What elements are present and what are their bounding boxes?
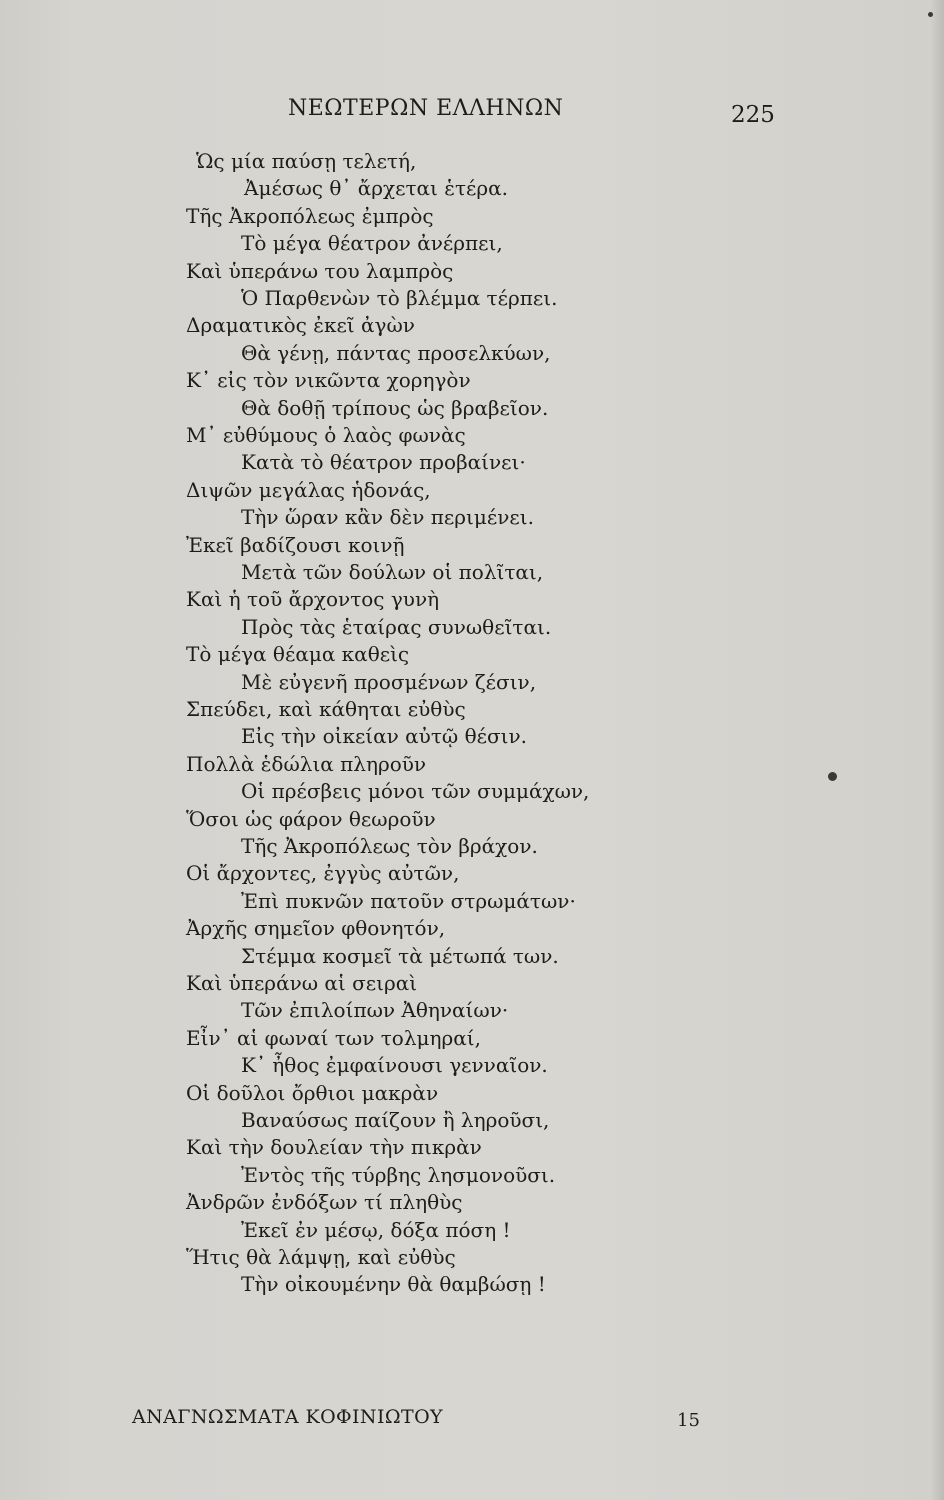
poem-line: Κ᾽ εἰς τὸν νικῶντα χορηγὸν: [186, 368, 471, 393]
poem-line-indented: Πρὸς τὰς ἑταίρας συνωθεῖται.: [241, 614, 552, 639]
poem-line-indented: Ἀμέσως θ᾽ ἄρχεται ἑτέρα.: [244, 176, 509, 201]
poem-line: Ἀρχῆς σημεῖον φθονητόν,: [186, 916, 446, 941]
poem-line: Οἱ ἄρχοντες, ἐγγὺς αὐτῶν,: [186, 861, 460, 886]
poem-line: Σπεύδει, καὶ κάθηται εὐθὺς: [186, 697, 466, 721]
poem-line: Καὶ ὑπεράνω του λαμπρὸς: [186, 258, 454, 283]
poem-line: Οἱ δοῦλοι ὄρθιοι μακρὰν: [186, 1080, 439, 1105]
poem-line: Δραματικὸς ἐκεῖ ἀγὼν: [186, 313, 415, 338]
poem-line: Τῆς Ἀκροπόλεως ἐμπρὸς: [186, 203, 434, 228]
poem-line: Καὶ ὑπεράνω αἱ σειραὶ: [186, 971, 418, 995]
poem-line-indented: Μὲ εὐγενῆ προσμένων ζέσιν,: [241, 669, 537, 694]
poem-line: Εἶν᾽ αἱ φωναί των τολμηραί,: [186, 1025, 481, 1050]
poem-line-indented: Τὴν ὥραν κἂν δὲν περιμένει.: [241, 505, 534, 530]
page-edge-shadow: [930, 0, 944, 1500]
footer-book-title: ΑΝΑΓΝΩΣΜΑΤΑ ΚΟΦΙΝΙΩΤΟΥ: [132, 1406, 444, 1428]
poem-line: Ἀνδρῶν ἐνδόξων τί πληθὺς: [186, 1190, 463, 1215]
poem-line-indented: Οἱ πρέσβεις μόνοι τῶν συμμάχων,: [241, 779, 590, 804]
page-number: 225: [731, 102, 775, 128]
poem-line: Ὅσοι ὡς φάρον θεωροῦν: [186, 806, 436, 831]
poem-line-indented: Ἐκεῖ ἐν μέσῳ, δόξα πόση !: [241, 1217, 511, 1242]
poem-line-indented: Ὁ Παρθενὼν τὸ βλέμμα τέρπει.: [241, 286, 558, 310]
poem-line-indented: Τὸ μέγα θέατρον ἀνέρπει,: [241, 231, 503, 256]
poem-line: Καὶ ἡ τοῦ ἄρχοντος γυνὴ: [186, 587, 440, 612]
poem-line-indented: Θὰ γένῃ, πάντας προσελκύων,: [241, 340, 551, 365]
poem-line-indented: Εἰς τὴν οἰκείαν αὐτῷ θέσιν.: [241, 724, 527, 749]
poem-line-indented: Κ᾽ ἦθος ἐμφαίνουσι γενναῖον.: [241, 1053, 548, 1078]
poem-line-indented: Στέμμα κοσμεῖ τὰ μέτωπά των.: [241, 943, 559, 968]
poem-line-indented: Τῆς Ἀκροπόλεως τὸν βράχον.: [241, 834, 538, 858]
poem-line: Ἥτις θὰ λάμψῃ, καὶ εὐθὺς: [186, 1245, 456, 1269]
running-title: ΝΕΩΤΕΡΩΝ ΕΛΛΗΝΩΝ: [288, 96, 564, 121]
poem-line-indented: Τῶν ἐπιλοίπων Ἀθηναίων·: [241, 998, 509, 1023]
poem-line: Τὸ μέγα θέαμα καθεὶς: [186, 642, 410, 667]
poem-line: Ἐκεῖ βαδίζουσι κοινῇ: [186, 532, 405, 557]
poem-line-indented: Κατὰ τὸ θέατρον προβαίνει·: [241, 450, 526, 475]
poem-line: Καὶ τὴν δουλείαν τὴν πικρὰν: [186, 1135, 482, 1160]
paper-speck: [928, 12, 933, 17]
poem-line: Διψῶν μεγάλας ἡδονάς,: [186, 477, 431, 502]
poem-line-indented: Θὰ δοθῇ τρίπους ὡς βραβεῖον.: [241, 395, 549, 420]
poem-line-indented: Ἐντὸς τῆς τύρβης λησμονοῦσι.: [241, 1162, 556, 1187]
poem-line-indented: Τὴν οἰκουμένην θὰ θαμβώσῃ !: [241, 1272, 546, 1297]
footer-signature-mark: 15: [677, 1410, 700, 1431]
paper-speck: [828, 772, 837, 781]
poem-line-indented: Μετὰ τῶν δούλων οἱ πολῖται,: [241, 560, 544, 584]
poem-line: Μ᾽ εὐθύμους ὁ λαὸς φωνὰς: [186, 423, 466, 447]
poem-line-indented: Βαναύσως παίζουν ἢ ληροῦσι,: [241, 1108, 550, 1132]
poem-line-indented: Ἐπὶ πυκνῶν πατοῦν στρωμάτων·: [241, 888, 576, 913]
poem-line: Ὡς μία παύσῃ τελετή,: [196, 149, 417, 173]
poem-line: Πολλὰ ἑδώλια πληροῦν: [186, 751, 427, 776]
